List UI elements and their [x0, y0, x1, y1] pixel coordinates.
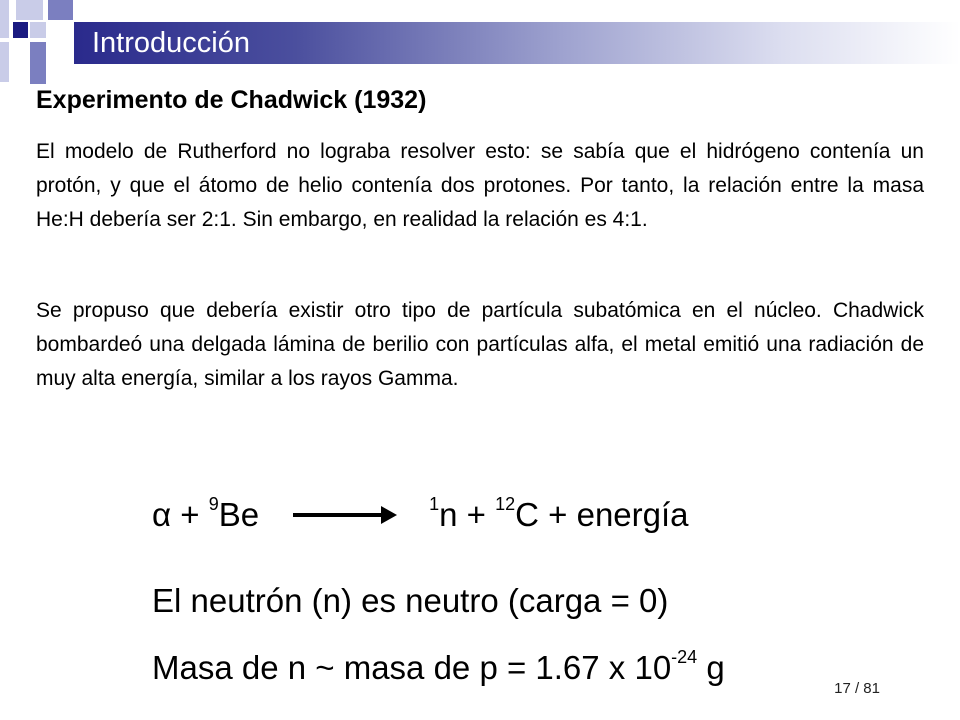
- mass-text: Masa de n ~ masa de p = 1.67 x 10: [152, 649, 672, 686]
- mass-unit: g: [706, 649, 725, 686]
- paragraph: Se propuso que debería existir otro tipo de partícula subatómica en el núcleo. Chadwick bombardeó una delgada lámina de berilio con partículas alfa, el metal emitió una radiación de muy alta energía, similar a los rayos Gamma.: [36, 299, 924, 390]
- mass-number: 9: [208, 494, 219, 514]
- nuclear-equation: [152, 482, 689, 541]
- carbon-symbol: C: [515, 496, 539, 533]
- decor-square: [30, 42, 46, 84]
- alpha-symbol: α: [152, 496, 172, 533]
- decor-square: [0, 0, 9, 38]
- energy-term: energía: [576, 496, 689, 533]
- plus-sign: +: [466, 496, 486, 533]
- neutron-symbol: n: [439, 496, 458, 533]
- neutron-mass-line: [152, 636, 725, 693]
- neutron-charge-line: El neutrón (n) es neutro (carga = 0): [152, 582, 669, 619]
- mass-number: 1: [429, 494, 440, 514]
- page-title: Introducción: [92, 27, 250, 59]
- mass-number: 12: [495, 494, 516, 514]
- decor-square: [0, 42, 9, 82]
- reaction-arrow-icon: [293, 513, 393, 517]
- decor-square: [13, 22, 28, 38]
- plus-sign: +: [548, 496, 568, 533]
- decor-square: [48, 0, 73, 20]
- decor-square: [30, 22, 46, 38]
- paragraph: El modelo de Rutherford no lograba resolver esto: se sabía que el hidrógeno contenía un protón, y que el átomo de helio contenía dos protones. Por tanto, la relación entre la masa He:H debería ser 2:1. Sin embargo, en realidad la relación es 4:1.: [36, 140, 924, 231]
- plus-sign: +: [180, 496, 200, 533]
- section-heading: Experimento de Chadwick (1932): [36, 86, 427, 114]
- mass-exponent: -24: [671, 647, 698, 667]
- decor-square: [16, 0, 43, 20]
- page-number: 17 / 81: [834, 680, 880, 697]
- beryllium-symbol: Be: [218, 496, 260, 533]
